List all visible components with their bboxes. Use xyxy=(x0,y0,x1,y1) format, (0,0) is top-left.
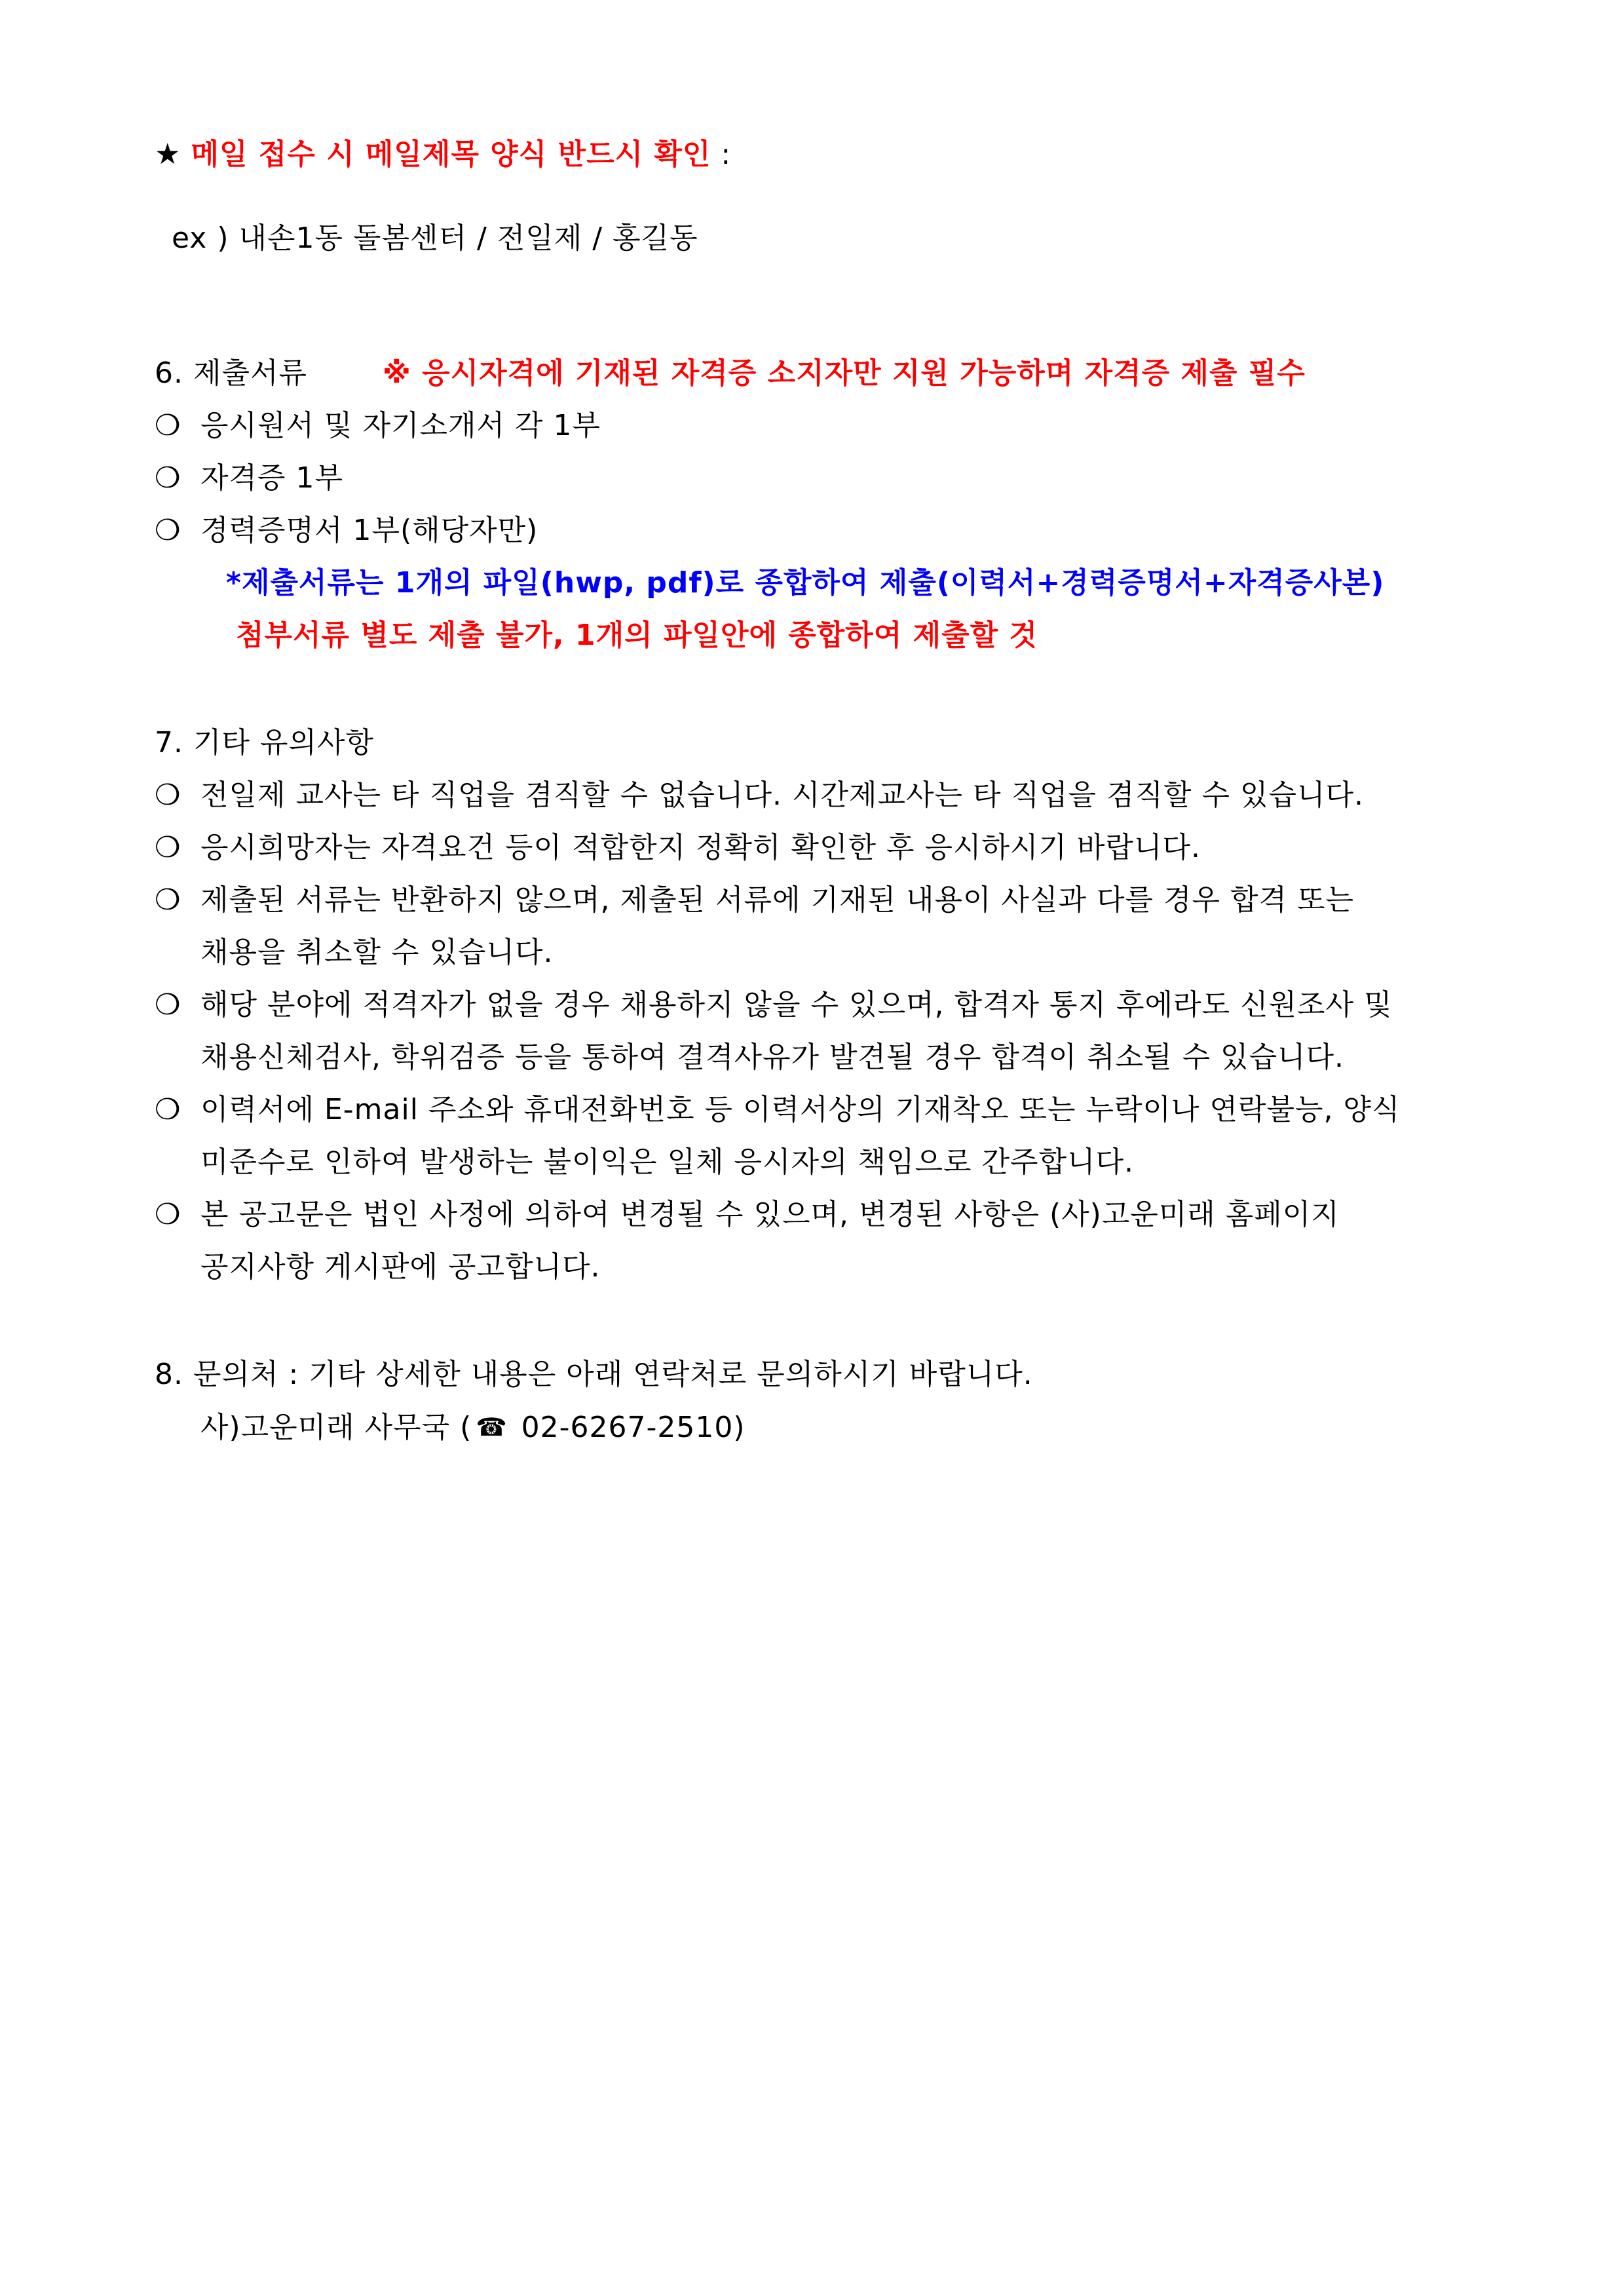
list-item-text: 자격증 1부 xyxy=(200,461,343,495)
bullet-circle-icon: ❍ xyxy=(155,514,181,547)
notice-colon: : xyxy=(711,138,732,171)
list-item xyxy=(155,511,538,550)
list-item xyxy=(155,881,1354,920)
bullet-circle-icon: ❍ xyxy=(155,1093,181,1126)
list-item-continuation: 채용신체검사, 학위검증 등을 통하여 결격사유가 발견될 경우 합격이 취소될 수 있습니다. xyxy=(200,1041,1344,1074)
list-item xyxy=(155,406,601,446)
bullet-circle-icon: ❍ xyxy=(155,831,181,864)
list-item xyxy=(155,776,1364,815)
bullet-circle-icon: ❍ xyxy=(155,1198,181,1231)
section6-heading-row xyxy=(155,354,1306,393)
section8-heading: 8. 문의처 : 기타 상세한 내용은 아래 연락처로 문의하시기 바랍니다. xyxy=(155,1358,1033,1391)
submission-note-blue: *제출서류는 1개의 파일(hwp, pdf)로 종합하여 제출(이력서+경력증명서+자격증사본) xyxy=(226,566,1385,600)
mail-title-notice xyxy=(155,135,731,174)
bullet-circle-icon: ❍ xyxy=(155,461,181,495)
list-item xyxy=(155,1090,1400,1130)
list-item-text: 본 공고문은 법인 사정에 의하여 변경될 수 있으며, 변경된 사항은 (사)고운미래 홈페이지 xyxy=(200,1198,1340,1231)
contact-line xyxy=(200,1407,746,1447)
list-item xyxy=(155,828,1201,868)
list-item-continuation: 미준수로 인하여 발생하는 불이익은 일체 응시자의 책임으로 간주합니다. xyxy=(200,1145,1135,1179)
list-item-continuation: 채용을 취소할 수 있습니다. xyxy=(200,936,554,969)
bullet-circle-icon: ❍ xyxy=(155,778,181,812)
list-item-continuation: 공지사항 게시판에 공고합니다. xyxy=(200,1250,601,1284)
section6-warning: ※ 응시자격에 기재된 자격증 소지자만 지원 가능하며 자격증 제출 필수 xyxy=(382,356,1306,390)
submission-note-red: 첨부서류 별도 제출 불가, 1개의 파일안에 종합하여 제출할 것 xyxy=(236,619,1038,652)
list-item xyxy=(155,459,343,498)
phone-icon: ☎ xyxy=(476,1413,508,1442)
section6-heading: 6. 제출서류 xyxy=(155,356,307,390)
list-item-text: 해당 분야에 적격자가 없을 경우 채용하지 않을 수 있으며, 합격자 통지 후에라도 신원조사 및 xyxy=(200,988,1393,1022)
bullet-circle-icon: ❍ xyxy=(155,988,181,1022)
list-item-text: 응시원서 및 자기소개서 각 1부 xyxy=(200,409,601,442)
phone-number: 02-6267-2510) xyxy=(511,1411,746,1444)
star-icon: ★ xyxy=(155,138,181,171)
contact-prefix: 사)고운미래 사무국 ( xyxy=(200,1411,472,1444)
bullet-circle-icon: ❍ xyxy=(155,883,181,917)
list-item-text: 전일제 교사는 타 직업을 겸직할 수 없습니다. 시간제교사는 타 직업을 겸직할 수 있습니다. xyxy=(200,778,1364,812)
list-item-text: 응시희망자는 자격요건 등이 적합한지 정확히 확인한 후 응시하시기 바랍니다. xyxy=(200,831,1201,864)
bullet-circle-icon: ❍ xyxy=(155,409,181,442)
list-item-text: 이력서에 E-mail 주소와 휴대전화번호 등 이력서상의 기재착오 또는 누락이나 연락불능, 양식 xyxy=(200,1093,1401,1126)
section7-heading: 7. 기타 유의사항 xyxy=(155,726,374,759)
list-item xyxy=(155,1195,1340,1234)
notice-title: 메일 접수 시 메일제목 양식 반드시 확인 xyxy=(191,138,711,171)
list-item xyxy=(155,985,1392,1025)
list-item-text: 경력증명서 1부(해당자만) xyxy=(200,514,538,547)
list-item-text: 제출된 서류는 반환하지 않으며, 제출된 서류에 기재된 내용이 사실과 다를 경우 합격 또는 xyxy=(200,883,1354,917)
notice-example: ex ) 내손1동 돌봄센터 / 전일제 / 홍길동 xyxy=(172,221,698,255)
